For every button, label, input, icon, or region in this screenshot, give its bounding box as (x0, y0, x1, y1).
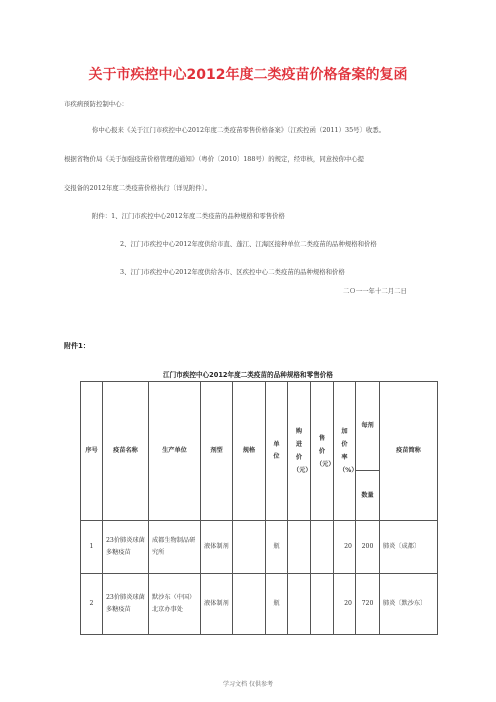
body-line-2: 根据省物价局《关于加强疫苗价格管理的通知》（粤价〔2010〕188号）的规定，经审核，同意按你中心提 (64, 155, 365, 163)
page-footer: 学习文档 仅供参考 (223, 681, 273, 688)
header-unit: 单位 (266, 382, 288, 521)
table-row (81, 521, 438, 574)
header-name: 疫苗名称 (103, 382, 149, 521)
cell-short-name: 肺炎〔默沙东〕 (380, 574, 438, 635)
header-index: 序号 (81, 382, 103, 521)
body-line-1: 你中心报来《关于江门市疾控中心2012年度二类疫苗零售价格备案》〔江疾控函（2011）35号〕收悉。 (92, 126, 386, 134)
cell-spec (233, 574, 266, 635)
cell-index: 2 (81, 574, 103, 635)
cell-spec (233, 521, 266, 574)
header-per-dose: 每剂 (356, 382, 380, 471)
cell-short-name: 肺炎〔成都〕 (380, 521, 438, 574)
cell-unit: 瓶 (266, 521, 288, 574)
cell-producer: 成都生物制品研究所 (149, 521, 201, 574)
cell-form: 液体制剂 (201, 521, 233, 574)
cell-markup: 20 (334, 521, 356, 574)
attachment-item-1: 附件：1、江门市疾控中心2012年度二类疫苗的品种规格和零售价格 (92, 212, 285, 220)
table-row (81, 574, 438, 635)
table-title: 江门市疾控中心2012年度二类疫苗的品种规格和零售价格 (162, 371, 333, 379)
cell-purchase (288, 521, 311, 574)
header-sale: 售价（元） (311, 382, 334, 521)
cell-sale (311, 574, 334, 635)
document-title: 关于市疾控中心2012年度二类疫苗价格备案的复函 (88, 67, 408, 83)
header-purchase: 购进价（元） (288, 382, 311, 521)
cell-unit: 瓶 (266, 574, 288, 635)
header-short-name: 疫苗简称 (380, 382, 438, 521)
header-producer: 生产单位 (149, 382, 201, 521)
cell-index: 1 (81, 521, 103, 574)
header-form: 剂型 (201, 382, 233, 521)
cell-producer: 默沙东（中国）北京办事处 (149, 574, 201, 635)
cell-per-dose: 720 (356, 574, 380, 635)
header-per-dose-sub: 数量 (356, 471, 380, 521)
header-markup: 加价率（%） (334, 382, 356, 521)
header-spec: 规格 (233, 382, 266, 521)
cell-name: 23价肺炎球菌多糖疫苗 (103, 574, 149, 635)
cell-purchase (288, 574, 311, 635)
price-table (80, 381, 438, 635)
document-date: 二Ｏ一一年十二月二日 (343, 287, 407, 295)
cell-per-dose: 200 (356, 521, 380, 574)
cell-name: 23价肺炎球菌多糖疫苗 (103, 521, 149, 574)
cell-markup: 20 (334, 574, 356, 635)
attachment-item-2: 2、江门市疾控中心2012年度供给市直、蓬江、江海区接种单位二类疫苗的品种规格和价格 (120, 240, 377, 248)
attachment-item-3: 3、江门市疾控中心2012年度供给各市、区疾控中心二类疫苗的品种规格和价格 (120, 268, 345, 276)
cell-form: 液体制剂 (201, 574, 233, 635)
salutation: 市疾病预防控制中心： (64, 100, 128, 108)
body-line-3: 交报备的2012年度二类疫苗价格执行〔详见附件〕。 (64, 184, 212, 192)
cell-sale (311, 521, 334, 574)
attachment-label: 附件1： (64, 342, 90, 350)
